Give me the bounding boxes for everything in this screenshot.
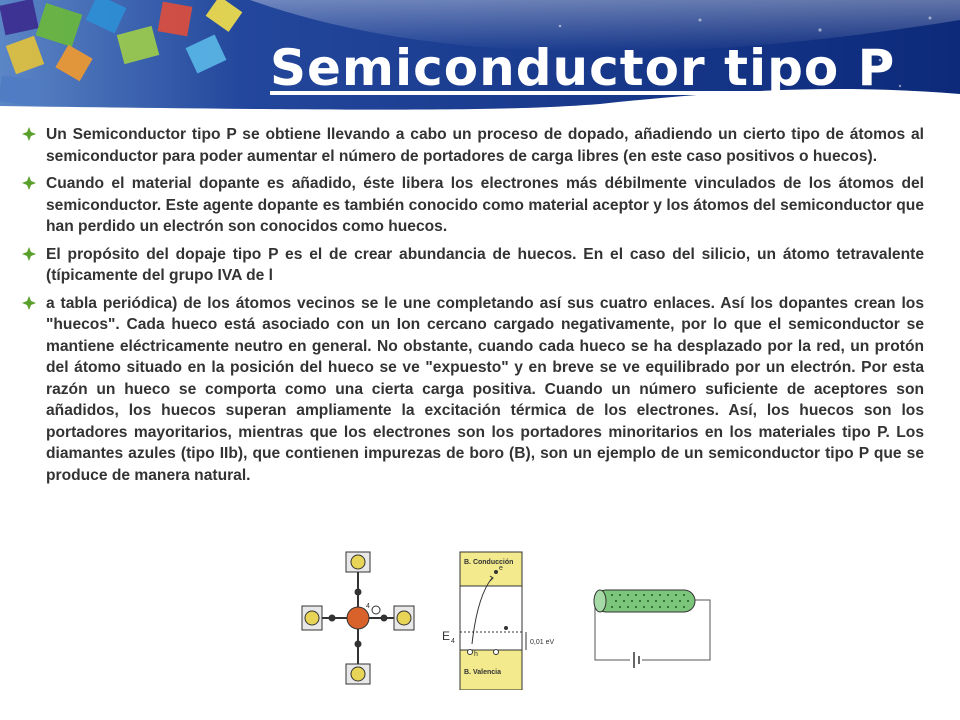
diamond-bullet-icon	[22, 244, 46, 266]
bullet-list	[22, 124, 924, 492]
diamond-bullet-icon	[22, 293, 46, 315]
diamond-bullet-icon	[22, 124, 46, 146]
diamond-bullet-icon	[22, 173, 46, 195]
bullet-text-2: Cuando el material dopante es añadido, éste libera los electrones más débilmente vinculados de los átomos del semiconductor. Este agente dopante es también conocido como material aceptor y los átomos del semiconductor que han perdido un electrón son conocidos como huecos.	[46, 175, 924, 235]
lattice-center-label: 4	[366, 603, 370, 610]
bullet-text-4: a tabla periódica) de los átomos vecinos se le une completando así sus cuatro enlaces. Así los dopantes crean los "huecos". Cada hueco está asociado con un Ion cercano cargado negativamente, por lo que el semiconductor se mantiene eléctricamente neutro en general. No obstante, cuando cada hueco se ha desplazado por la red, un protón del átomo situado en la posición del hueco se ve "expuesto" y en breve se ve equilibrado por un electrón. Por esta razón un hueco se comporta como una cierta carga positiva. Cuando un número suficiente de aceptores son añadidos, los huecos superan ampliamente la excitación térmica de los electrones. Así, los huecos son los portadores mayoritarios, mientras que los electrones son los portadores minoritarios en los materiales tipo P. Los diamantes azules (tipo IIb), que contienen impurezas de boro (B), son un ejemplo de un semiconductor tipo P que se produce de manera natural.	[46, 294, 924, 484]
gap-label: 0,01 eV	[530, 639, 555, 646]
energy-level-sub: 4	[451, 638, 455, 645]
bullet-text-1: Un Semiconductor tipo P se obtiene llevando a cabo un proceso de dopado, añadiendo un cierto tipo de átomos al semiconductor para poder aumentar el número de portadores de carga libres (en este caso positivos o huecos).	[46, 126, 924, 165]
figures-illustration	[300, 548, 720, 690]
energy-level-label: E	[442, 629, 451, 643]
bullet-item-3	[22, 244, 924, 287]
bullet-item-4	[22, 293, 924, 487]
circuit-diagram	[594, 590, 710, 668]
slide-title: Semiconductor tipo P	[270, 39, 896, 97]
band-bottom-label: B. Valencia	[464, 669, 501, 676]
header-banner	[0, 0, 960, 110]
band-top-label: B. Conducción	[464, 559, 514, 566]
hole-label: h	[474, 651, 478, 658]
lattice-diagram	[302, 552, 414, 684]
electron-label: e	[499, 565, 503, 572]
bullet-item-1	[22, 124, 924, 167]
bullet-text-3: El propósito del dopaje tipo P es el de crear abundancia de huecos. En el caso del silicio, un átomo tetravalente (típicamente del grupo IVA de l	[46, 245, 924, 284]
bullet-item-2	[22, 173, 924, 238]
